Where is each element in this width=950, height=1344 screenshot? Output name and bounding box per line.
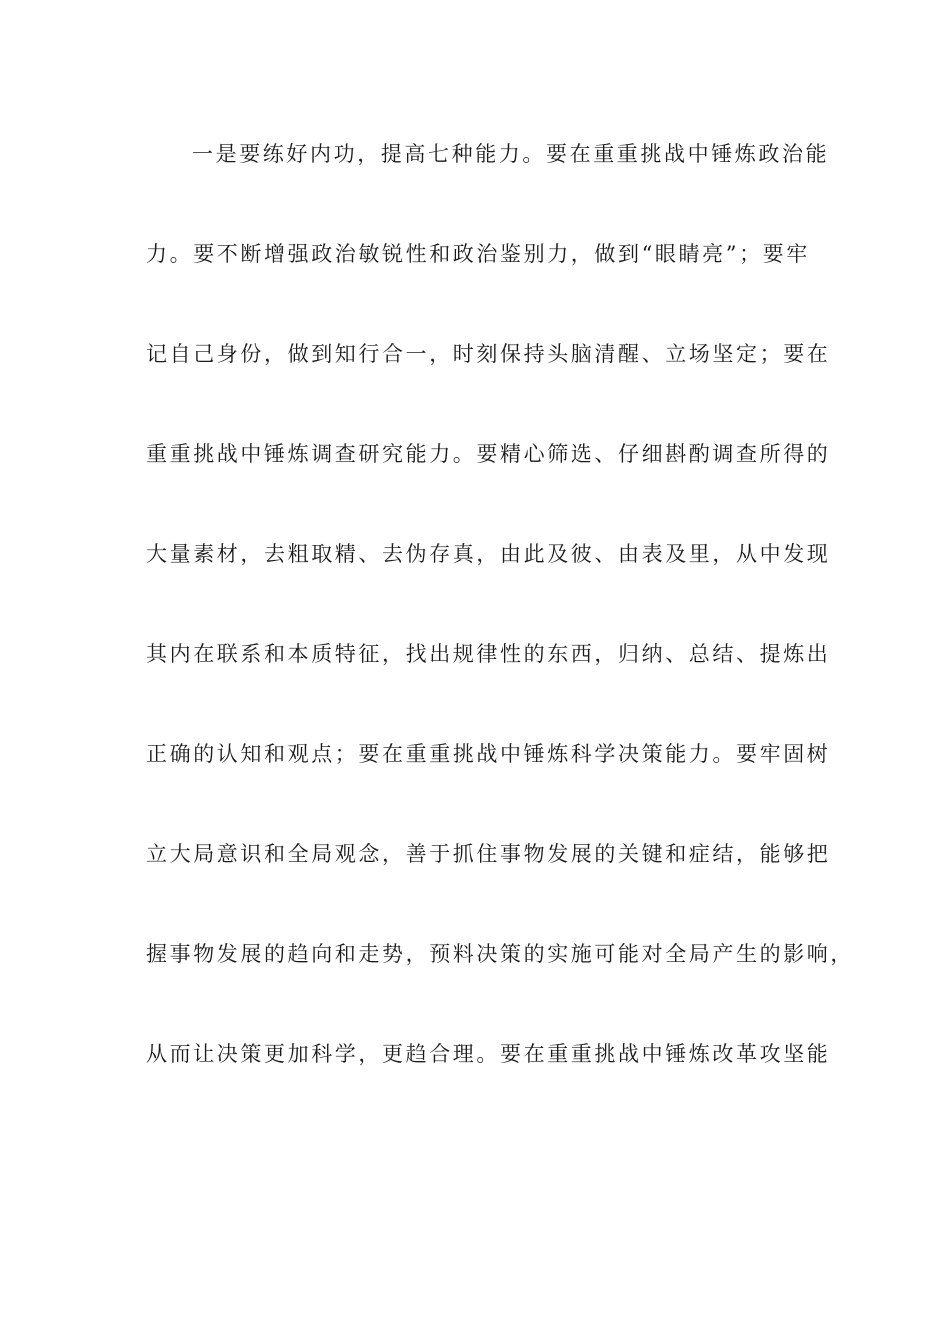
text-line: 重重挑战中锤炼调查研究能力。要精心筛选、仔细斟酌调查所得的	[146, 442, 831, 466]
text-line: 正确的认知和观点；要在重重挑战中锤炼科学决策能力。要牢固树	[146, 742, 831, 766]
text-line: 一是要练好内功，提高七种能力。要在重重挑战中锤炼政治能	[192, 142, 830, 166]
text-line: 记自己身份，做到知行合一，时刻保持头脑清醒、立场坚定；要在	[146, 342, 831, 366]
text-line: 其内在联系和本质特征，找出规律性的东西，归纳、总结、提炼出	[146, 642, 831, 666]
body-paragraph	[146, 131, 854, 1131]
text-line: 大量素材，去粗取精、去伪存真，由此及彼、由表及里，从中发现	[146, 542, 831, 566]
text-line: 握事物发展的趋向和走势，预料决策的实施可能对全局产生的影响，	[146, 942, 854, 966]
text-line: 立大局意识和全局观念，善于抓住事物发展的关键和症结，能够把	[146, 842, 831, 866]
text-line: 从而让决策更加科学，更趋合理。要在重重挑战中锤炼改革攻坚能	[146, 1042, 831, 1066]
text-line: 力。要不断增强政治敏锐性和政治鉴别力，做到“眼睛亮”；要牢	[146, 242, 810, 266]
